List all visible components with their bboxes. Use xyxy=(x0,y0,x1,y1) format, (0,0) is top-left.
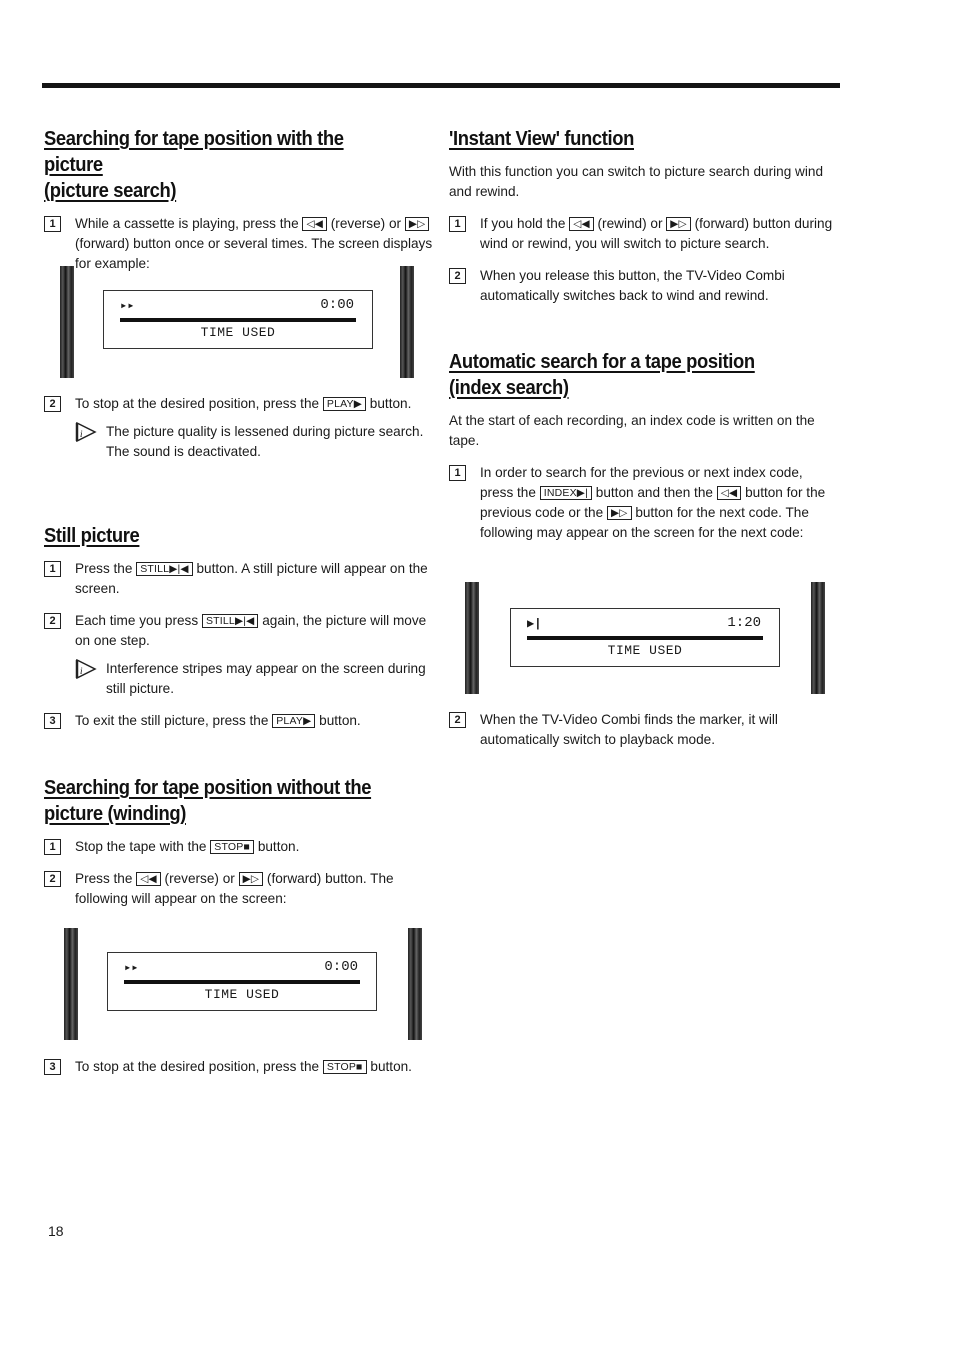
step-number: 3 xyxy=(44,1059,61,1075)
svg-text:i: i xyxy=(80,429,83,439)
osd-panel xyxy=(107,952,377,1011)
step-number: 2 xyxy=(44,871,61,887)
step-number: 2 xyxy=(449,712,466,728)
intro-text: At the start of each recording, an index code is written on the tape. xyxy=(449,413,815,448)
step-2: 2 To stop at the desired position, press the PLAY▶ button. xyxy=(44,394,434,414)
svg-text:i: i xyxy=(80,666,83,676)
step-3: 3 To stop at the desired position, press the STOP■ button. xyxy=(44,1057,434,1077)
osd-label: TIME USED xyxy=(204,987,280,1002)
section-index-search-cont xyxy=(449,710,839,750)
section-index-search xyxy=(449,349,839,543)
still-key: STILL▶|◀ xyxy=(202,614,259,628)
section-instant-view xyxy=(449,126,839,306)
screen-edge-left xyxy=(60,266,74,378)
forward-key: ▶▷ xyxy=(607,506,632,520)
osd-progress-line xyxy=(527,636,763,640)
step-3: 3 To exit the still picture, press the PLAY▶ button. xyxy=(44,711,434,731)
step-number: 1 xyxy=(449,216,466,232)
screen-edge-right xyxy=(408,928,422,1040)
step-2: 2 Press the ◁◀ (reverse) or ▶▷ (forward) button. The following will appear on the screen: xyxy=(44,869,434,909)
step-1: 1 While a cassette is playing, press the ◁◀ (reverse) or ▶▷ (forward) button once or several times. The screen displays for example: xyxy=(44,214,434,274)
osd-label: TIME USED xyxy=(607,643,683,658)
tv-screen-display xyxy=(64,928,422,1040)
section-picture-search xyxy=(44,126,434,274)
osd-progress-line xyxy=(120,318,356,322)
reverse-key: ◁◀ xyxy=(302,217,327,231)
step-2: 2 When you release this button, the TV-Video Combi automatically switches back to wind and rewind. xyxy=(449,266,839,306)
step-number: 3 xyxy=(44,713,61,729)
section-winding xyxy=(44,775,434,909)
play-key: PLAY▶ xyxy=(323,397,366,411)
step-number: 1 xyxy=(449,465,466,481)
section-still-picture xyxy=(44,523,434,731)
step-1: 1 Press the STILL▶|◀ button. A still picture will appear on the screen. xyxy=(44,559,434,599)
stop-key: STOP■ xyxy=(323,1060,367,1074)
info-arrow-icon xyxy=(75,422,97,442)
screen-edge-right xyxy=(811,582,825,694)
stop-key: STOP■ xyxy=(210,840,254,854)
section-title: 'Instant View' function xyxy=(449,128,634,150)
step-1: 1 In order to search for the previous or next index code, press the INDEX▶| button and then the ◁◀ button for the previous code or the ▶▷ button for the next code. The following may appear on the screen for the next code: xyxy=(449,463,839,543)
step-number: 2 xyxy=(44,396,61,412)
step-1: 1 Stop the tape with the STOP■ button. xyxy=(44,837,434,857)
step-2: 2 When the TV-Video Combi finds the marker, it will automatically switch to playback mode. xyxy=(449,710,839,750)
forward-key: ▶▷ xyxy=(405,217,430,231)
rewind-key: ◁◀ xyxy=(569,217,594,231)
fast-forward-icon: ▸▸ xyxy=(120,299,135,313)
still-key: STILL▶|◀ xyxy=(136,562,193,576)
top-rule xyxy=(42,83,840,88)
tv-screen-display xyxy=(465,582,825,694)
reverse-key: ◁◀ xyxy=(717,486,742,500)
reverse-key: ◁◀ xyxy=(136,872,161,886)
osd-time: 0:00 xyxy=(324,959,358,975)
index-skip-icon: ▶| xyxy=(527,617,542,631)
screen-edge-left xyxy=(465,582,479,694)
section-winding-cont xyxy=(44,1057,434,1077)
info-note: i Interference stripes may appear on the screen during still picture. xyxy=(75,659,434,699)
section-title: Searching for tape position without the picture (winding) xyxy=(44,777,372,825)
step-number: 2 xyxy=(44,613,61,629)
step-number: 2 xyxy=(449,268,466,284)
section-title: Automatic search for a tape position (index search) xyxy=(449,351,755,399)
osd-panel xyxy=(103,290,373,349)
forward-key: ▶▷ xyxy=(239,872,264,886)
osd-progress-line xyxy=(124,980,360,984)
info-arrow-icon xyxy=(75,659,97,679)
info-note: i The picture quality is lessened during picture search. The sound is deactivated. xyxy=(75,422,434,462)
section-title: Searching for tape position with the picture (picture search) xyxy=(44,128,344,202)
osd-time: 0:00 xyxy=(320,297,354,313)
tv-screen-display xyxy=(60,266,414,378)
section-picture-search-cont xyxy=(44,394,434,462)
play-key: PLAY▶ xyxy=(272,714,315,728)
osd-label: TIME USED xyxy=(200,325,276,340)
step-number: 1 xyxy=(44,561,61,577)
section-title: Still picture xyxy=(44,525,140,547)
step-number: 1 xyxy=(44,839,61,855)
intro-text: With this function you can switch to picture search during wind and rewind. xyxy=(449,164,824,199)
step-2: 2 Each time you press STILL▶|◀ again, the picture will move on one step. xyxy=(44,611,434,651)
osd-panel xyxy=(510,608,780,667)
step-number: 1 xyxy=(44,216,61,232)
osd-time: 1:20 xyxy=(727,615,761,631)
fast-forward-icon: ▸▸ xyxy=(124,961,139,975)
index-key: INDEX▶| xyxy=(540,486,592,500)
screen-edge-left xyxy=(64,928,78,1040)
forward-key: ▶▷ xyxy=(666,217,691,231)
step-1: 1 If you hold the ◁◀ (rewind) or ▶▷ (forward) button during wind or rewind, you will switch to picture search. xyxy=(449,214,839,254)
page-number: 18 xyxy=(48,1223,64,1239)
screen-edge-right xyxy=(400,266,414,378)
